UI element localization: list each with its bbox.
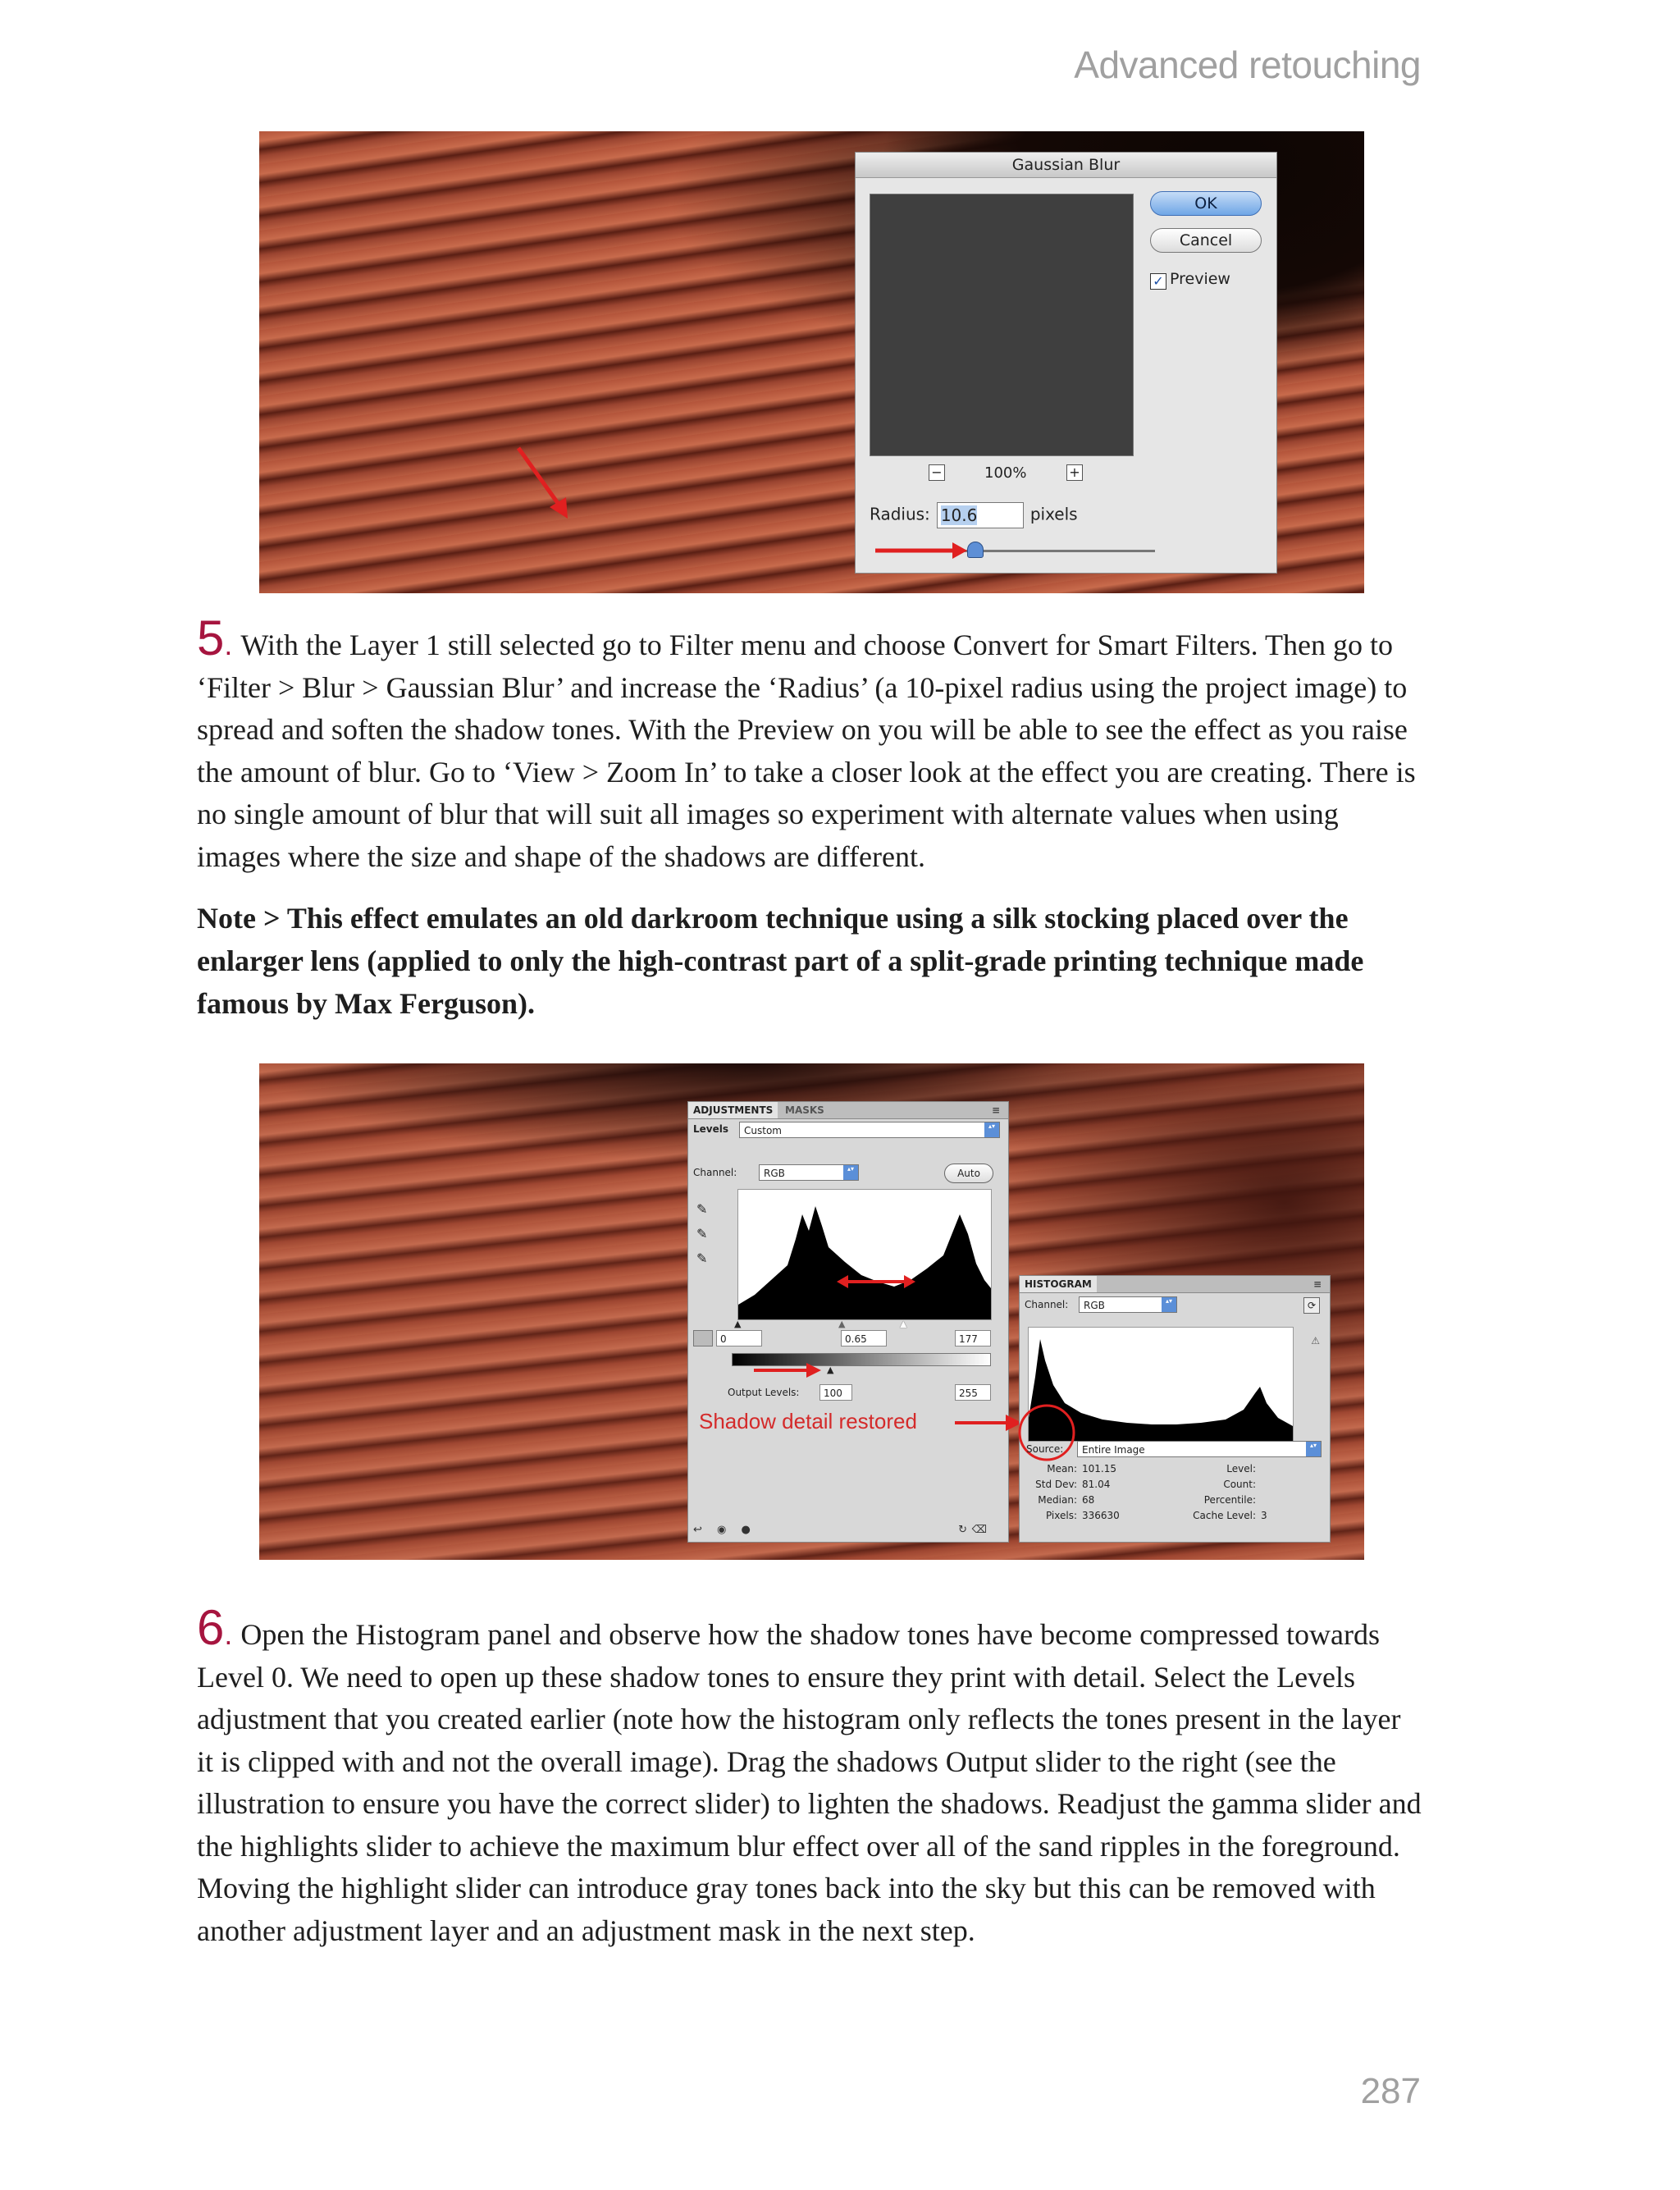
step-number: 6 xyxy=(197,1600,225,1655)
refresh-icon[interactable]: ⟳ xyxy=(1303,1297,1320,1314)
checkmark-icon: ✓ xyxy=(1150,273,1166,290)
preset-select[interactable]: Custom ▴▾ xyxy=(739,1122,1000,1138)
panel-menu-icon[interactable]: ≡ xyxy=(991,1104,1000,1116)
input-gamma-field[interactable]: 0.65 xyxy=(841,1330,887,1346)
radius-unit: pixels xyxy=(1029,504,1078,524)
levels-histogram xyxy=(737,1189,992,1320)
source-select[interactable]: Entire Image ▴▾ xyxy=(1077,1441,1322,1457)
input-black-field[interactable]: 0 xyxy=(716,1330,762,1346)
red-arrow-slider xyxy=(872,538,970,563)
output-white-field[interactable]: 255 xyxy=(955,1384,991,1401)
step-6: 6. Open the Histogram panel and observe how the shadow tones have become compressed towards Level 0. We need to open up these shadow tones to ensure they print with detail. Select the Levels adjustment that you created earlier (note how the histogram only reflects the tones present in the layer it is clipped with and not the overall image). Drag the shadows Output slider to the right (see the illustration to ensure you have the correct slider) to lighten the shadows. Readjust the gamma slider and the highlights slider to achieve the maximum blur effect over all of the sand ripples in the foreground. Moving the highlight slider can introduce gray tones back into the sky but this can be removed with another adjustment layer and an adjustment mask in the next step. xyxy=(197,1600,1422,1947)
histogram-channel-label: Channel: xyxy=(1025,1299,1069,1310)
panel-tabs xyxy=(688,1102,1008,1119)
source-label: Source: xyxy=(1026,1443,1064,1455)
clip-icon[interactable] xyxy=(693,1330,713,1346)
histogram-tabbar xyxy=(1020,1276,1330,1293)
warning-icon: ⚠ xyxy=(1311,1335,1320,1346)
reset-icon[interactable]: ↻ xyxy=(958,1524,967,1536)
page-number: 287 xyxy=(1360,2071,1421,2111)
output-black-field[interactable]: 100 xyxy=(819,1384,852,1401)
input-black-slider[interactable]: ▲ xyxy=(734,1319,742,1329)
histogram-channel-select[interactable]: RGB ▴▾ xyxy=(1079,1296,1177,1313)
channel-select[interactable]: RGB ▴▾ xyxy=(759,1164,859,1181)
blur-preview[interactable] xyxy=(870,194,1134,456)
stat-row: Median: 68 Percentile: xyxy=(1038,1494,1256,1506)
stat-row: Pixels: 336630 Cache Level: 3 xyxy=(1045,1510,1267,1521)
ok-button[interactable]: OK xyxy=(1150,191,1262,216)
channel-label: Channel: xyxy=(693,1167,737,1178)
running-head: Advanced retouching xyxy=(1074,43,1421,86)
preview-checkbox[interactable] xyxy=(1150,270,1230,290)
output-arrow xyxy=(751,1361,824,1379)
step-5: 5. With the Layer 1 still selected go to Filter menu and choose Convert for Smart Filters. Then go to ‘Filter > Blur > Gaussian Blur’ and increase the ‘Radius’ (a 10-pixel radius using the project image) to spread and soften the shadow tones. With the Preview on you will be able to see the effect as you raise the amount of blur. Go to ‘View > Zoom In’ to take a closer look at the effect you are creating. There is no single amount of blur that will suit all images so experiment with alternate values when using images where the size and shape of the shadows are different. xyxy=(197,610,1416,873)
radius-row xyxy=(870,502,1078,528)
stat-row: Mean: 101.15 Level: xyxy=(1047,1463,1256,1474)
zoom-out-button[interactable]: − xyxy=(929,464,945,481)
tab-masks[interactable]: MASKS xyxy=(785,1104,824,1116)
output-black-slider[interactable]: ▲ xyxy=(827,1365,834,1375)
input-white-slider[interactable]: ▲ xyxy=(900,1319,907,1329)
radius-input[interactable]: 10.6 xyxy=(937,502,1024,528)
adjustments-panel xyxy=(687,1101,1009,1543)
delete-icon[interactable]: ⌫ xyxy=(971,1524,987,1536)
stat-row: Std Dev: 81.04 Count: xyxy=(1035,1479,1256,1490)
input-white-field[interactable]: 177 xyxy=(955,1330,991,1346)
cancel-button[interactable]: Cancel xyxy=(1150,228,1262,253)
tab-histogram[interactable]: HISTOGRAM xyxy=(1020,1276,1097,1292)
gamma-arrow xyxy=(835,1273,917,1290)
zoom-in-button[interactable]: + xyxy=(1066,464,1083,481)
tab-adjustments[interactable]: ADJUSTMENTS xyxy=(688,1102,778,1118)
red-arrow-ripple xyxy=(509,443,582,525)
callout-arrow xyxy=(955,1406,1024,1439)
levels-histogram-graph xyxy=(738,1190,991,1319)
output-levels-label: Output Levels: xyxy=(728,1387,800,1398)
note: Note > This effect emulates an old darkroom technique using a silk stocking placed over the enlarger lens (applied to only the high-contrast part of a split-grade printing technique made famous by Max Ferguson). xyxy=(197,902,1364,1020)
zoom-value: 100% xyxy=(984,464,1027,482)
layer-visibility-icon[interactable]: ◉ xyxy=(717,1524,727,1536)
eyedropper-tools xyxy=(696,1197,707,1271)
radius-label: Radius: xyxy=(870,504,930,524)
white-eyedropper-icon[interactable]: ✎ xyxy=(696,1250,708,1266)
step-number: 5 xyxy=(197,610,225,665)
return-icon[interactable]: ↩ xyxy=(693,1524,702,1536)
step-text: Open the Histogram panel and observe how the shadow tones have become compressed towards Level 0. We need to open up these shadow tones to ensure they print with detail. Select the Levels adjustment that you created earlier (note how the histogram only reflects the tones present in the layer it is clipped with and not the overall image). Drag the shadows Output slider to the right (see the illustration to ensure you have the correct slider) to lighten the shadows. Readjust the gamma slider and the highlights slider to achieve the maximum blur effect over all of the sand ripples in the foreground. Moving the highlight slider can introduce gray tones back into the sky but this can be removed with another adjustment layer and an adjustment mask in the next step. xyxy=(197,1618,1422,1947)
histogram-menu-icon[interactable]: ≡ xyxy=(1312,1278,1322,1290)
histogram-panel xyxy=(1019,1275,1331,1543)
shadow-detail-callout: Shadow detail restored xyxy=(699,1409,917,1433)
step-text: With the Layer 1 still selected go to Filter menu and choose Convert for Smart Filters. Then go to ‘Filter > Blur > Gaussian Blur’ and increase the ‘Radius’ (a 10-pixel radius using the project image) to spread and soften the shadow tones. With the Preview on you will be able to see the effect as you raise the amount of blur. Go to ‘View > Zoom In’ to take a closer look at the effect you are creating. There is no single amount of blur that will suit all images so experiment with alternate values when using images where the size and shape of the shadows are different. xyxy=(197,629,1416,873)
levels-label: Levels xyxy=(693,1123,729,1135)
panel-footer xyxy=(693,1522,1003,1538)
dialog-title: Gaussian Blur xyxy=(856,153,1276,178)
zoom-controls xyxy=(870,463,1132,487)
view-icon[interactable]: ● xyxy=(741,1524,751,1536)
black-eyedropper-icon[interactable]: ✎ xyxy=(696,1201,708,1217)
gray-eyedropper-icon[interactable]: ✎ xyxy=(696,1226,708,1241)
gaussian-blur-dialog xyxy=(855,152,1277,574)
histogram-stats xyxy=(1026,1461,1322,1524)
preview-label: Preview xyxy=(1170,270,1230,288)
auto-button[interactable]: Auto xyxy=(944,1164,993,1183)
input-gamma-slider[interactable]: ▲ xyxy=(838,1319,846,1329)
